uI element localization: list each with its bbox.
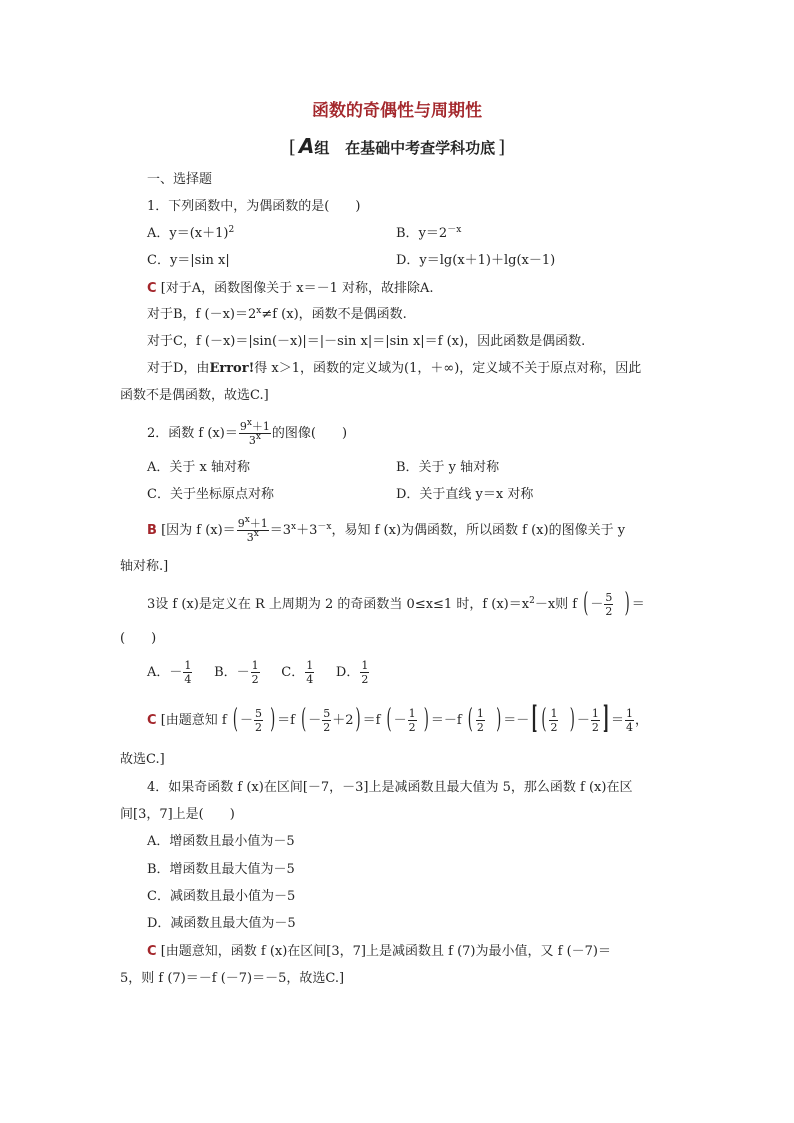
section-subtitle (0, 134, 794, 158)
q1-option-a: A．$y=(x+1)^2$ (147, 225, 235, 241)
q4-solution-line1: C [由题意知，函数 f (x)在区间[3，7]上是减函数且 f (7)为最小值，又 f (－7)＝ (147, 944, 611, 959)
q2-option-d: D．关于直线 y＝x 对称 (396, 487, 534, 502)
q2-option-a: A．关于 x 轴对称 (147, 460, 250, 475)
q4-answer: C (147, 944, 157, 959)
q4-stem-line2: 间[3，7]上是( ) (120, 807, 235, 822)
group-letter: A (298, 134, 315, 158)
q4-option-b: B．增函数且最大值为－5 (147, 862, 295, 877)
q2-stem: 2．函数 f (x)＝ $\frac{9^x+1}{3^x}$ 的图像( ) (147, 418, 348, 447)
q2-option-c: C．关于坐标原点对称 (147, 487, 274, 502)
q4-stem-line1: 4．如果奇函数 f (x)在区间[－7，－3]上是减函数且最大值为 5，那么函数 f (x)在区 (147, 780, 633, 795)
q3-option-a: A．－ $\frac{1}{4}$ (147, 659, 192, 686)
q3-stem: 3设 f (x)是定义在 R 上周期为 2 的奇函数当 0≤x≤1 时，f $(x)=x^2-x$则 f ( － $\frac{5}{2}$ ) ＝ (147, 588, 645, 620)
q4-solution-line2: 5，则 f (7)＝－f (－7)＝－5，故选C.] (120, 971, 345, 986)
q1-solution-line1: C [对于A，函数图像关于 x＝－1 对称，故排除A. (147, 281, 434, 296)
q3-option-b: B．－ $\frac{1}{2}$ (214, 659, 259, 686)
q2-solution-fraction: $\frac{9^x+1}{3^x}$ (237, 515, 268, 544)
q3-solution-line1: C [由题意知 f ( － $\frac{5}{2}$ ) ＝f ( － $\frac{5}{2}$ ＋2 ) ＝f ( － $\frac{1}{2}$ ) ＝－f ( $\frac{1}{2}$ ) ＝－ [ ( $\frac{1}{2}$ ) － $\frac{1}{2}$ ] ＝ $\frac{1}{4}$ ， (147, 701, 649, 738)
q3-option-d: D． $\frac{1}{2}$ (335, 659, 369, 686)
q1-solution-line2: 对于B，f $(-x)=2^x\ne f$ (x)，函数不是偶函数. (147, 306, 407, 322)
q1-solution-line5: 函数不是偶函数，故选C.] (120, 388, 269, 403)
q2-option-b: B．关于 y 轴对称 (396, 460, 500, 475)
q4-option-c: C．减函数且最小值为－5 (147, 889, 296, 904)
q3-stem-line2: ( ) (120, 631, 157, 646)
error-text: Error! (209, 361, 255, 376)
q2-solution-line1: B [因为 f (x)＝ $\frac{9^x+1}{3^x}$ $=3^x+3^{-x}$，易知 f (x)为偶函数，所以函数 f (x)的图像关于 y (147, 515, 626, 544)
q1-solution-line4: 对于D，由Error!得 x＞1，函数的定义域为(1，＋∞)，定义域不关于原点对称，因此 (147, 361, 642, 376)
q1-answer: C (147, 281, 157, 296)
q4-option-d: D．减函数且最大值为－5 (147, 916, 296, 931)
q3-solution-line2: 故选C.] (120, 752, 165, 767)
q2-solution-line2: 轴对称.] (120, 559, 169, 574)
q3-options (147, 658, 370, 688)
q1-option-d: D．y＝lg(x＋1)＋lg(x－1) (396, 253, 556, 268)
bracket-close: ] (498, 137, 506, 158)
group-word: 组 (314, 139, 330, 157)
q1-option-b: B．$y=2^{-x}$ (396, 225, 462, 241)
section-heading: 一、选择题 (147, 172, 213, 187)
q2-answer: B (147, 523, 157, 538)
bracket-open: [ (288, 137, 296, 158)
q2-fraction: $\frac{9^x+1}{3^x}$ (239, 418, 270, 447)
q1-option-c: C．y＝|sin x| (147, 253, 230, 268)
page-title: 函数的奇偶性与周期性 (312, 101, 482, 121)
q3-answer: C (147, 713, 157, 728)
q4-option-a: A．增函数且最小值为－5 (147, 834, 295, 849)
q3-option-c: C． $\frac{1}{4}$ (281, 659, 314, 686)
q1-stem: 1．下列函数中，为偶函数的是( ) (147, 199, 361, 214)
q1-solution-line3: 对于C，f (－x)＝|sin(－x)|＝|－sin x|＝|sin x|＝f (x)，因此函数是偶函数. (147, 334, 586, 349)
subtitle-text: 在基础中考查学科功底 (345, 139, 496, 157)
